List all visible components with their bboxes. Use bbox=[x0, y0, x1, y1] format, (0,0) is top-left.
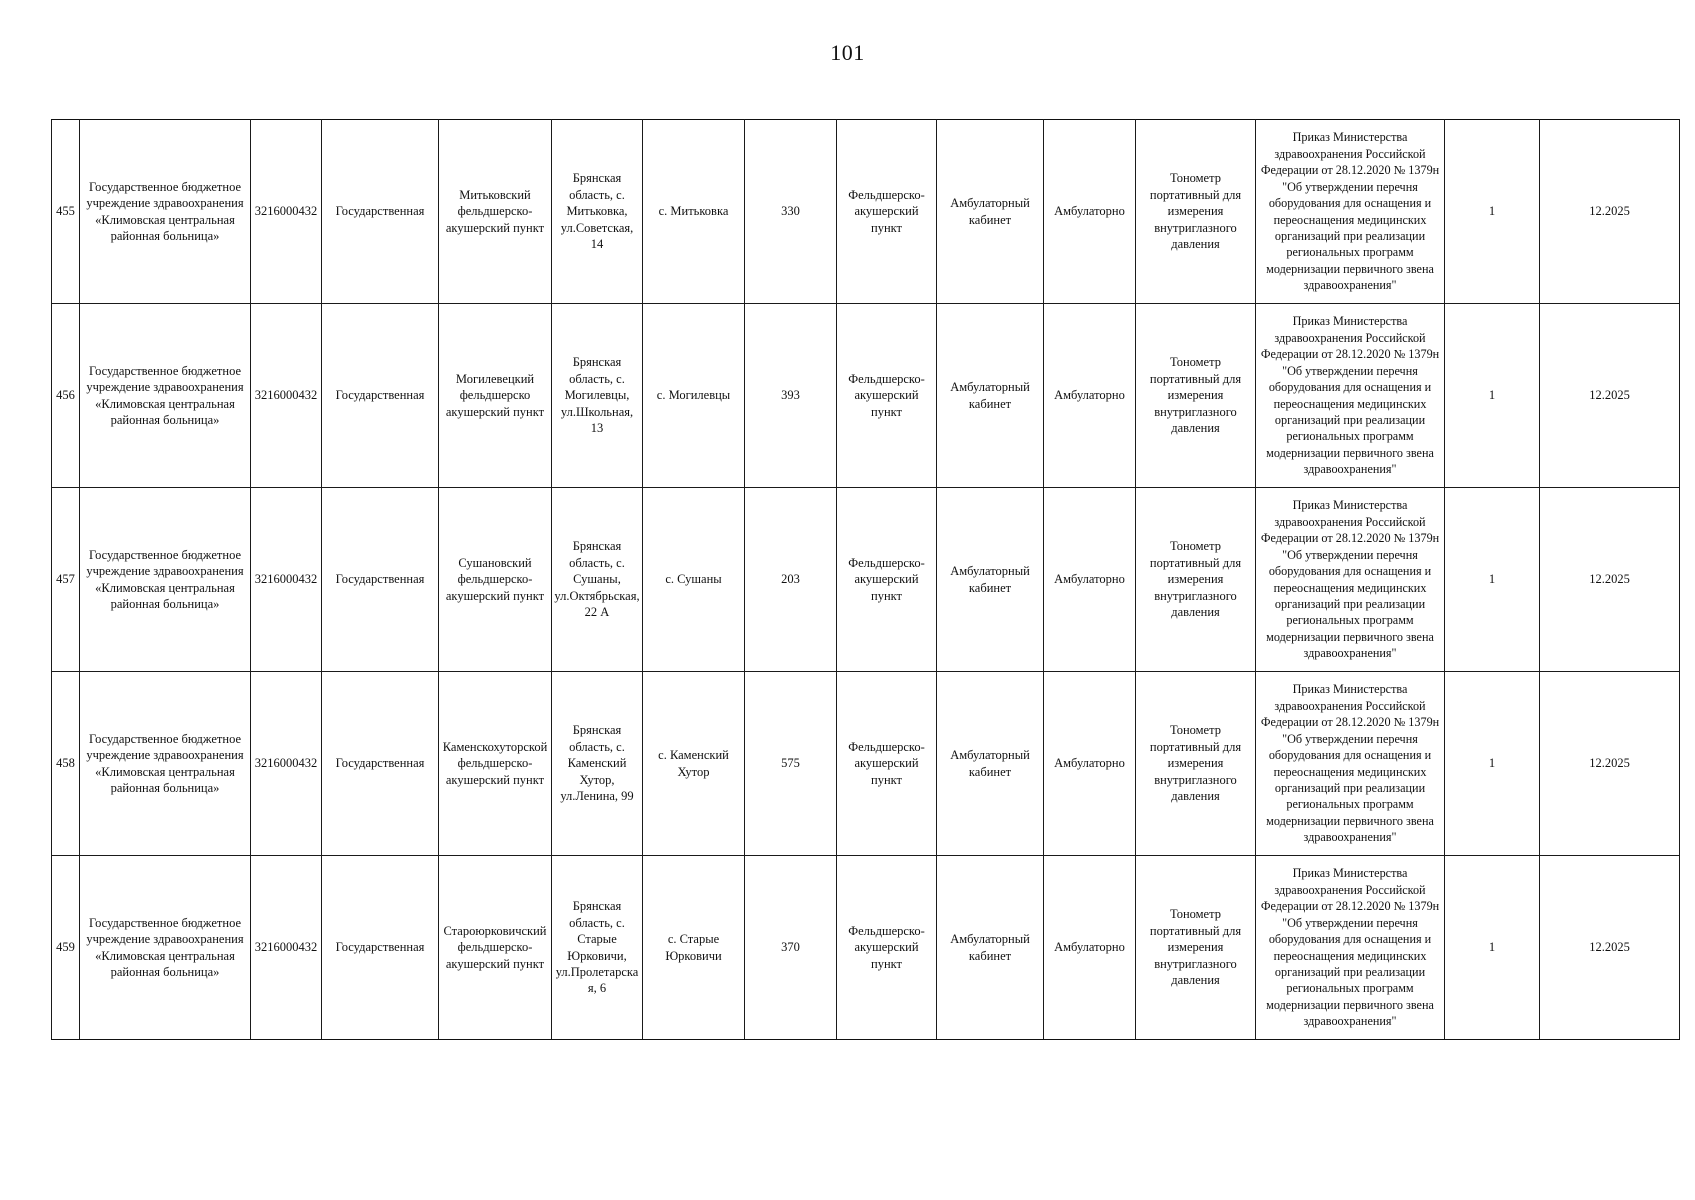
cell-basis: Приказ Министерства здравоохранения Российской Федерации от 28.12.2020 № 1379н "Об утверждении перечня оборудования для оснащения и переоснащения медицинских организаций при реализации региональных программ модернизации первичного звена здравоохранения" bbox=[1256, 488, 1445, 672]
cell-unit-name: Староюрковичский фельдшерско-акушерский пункт bbox=[439, 856, 552, 1040]
cell-unit-type: Фельдшерско-акушерский пункт bbox=[837, 120, 937, 304]
cell-room: Амбулаторный кабинет bbox=[937, 856, 1044, 1040]
cell-unit-name: Каменскохуторской фельдшерско-акушерский пункт bbox=[439, 672, 552, 856]
cell-date: 12.2025 bbox=[1540, 856, 1680, 1040]
cell-organization: Государственное бюджетное учреждение здравоохранения «Климовская центральная районная больница» bbox=[80, 304, 251, 488]
cell-organization: Государственное бюджетное учреждение здравоохранения «Климовская центральная районная больница» bbox=[80, 856, 251, 1040]
cell-address: Брянская область, с. Митьковка, ул.Советская, 14 bbox=[552, 120, 643, 304]
cell-settlement: с. Старые Юрковичи bbox=[643, 856, 745, 1040]
cell-date: 12.2025 bbox=[1540, 672, 1680, 856]
cell-settlement: с. Митьковка bbox=[643, 120, 745, 304]
cell-equipment: Тонометр портативный для измерения внутриглазного давления bbox=[1136, 488, 1256, 672]
cell-equipment: Тонометр портативный для измерения внутриглазного давления bbox=[1136, 304, 1256, 488]
cell-ownership: Государственная bbox=[322, 304, 439, 488]
cell-room: Амбулаторный кабинет bbox=[937, 488, 1044, 672]
cell-population: 203 bbox=[745, 488, 837, 672]
cell-address: Брянская область, с. Сушаны, ул.Октябрьская, 22 А bbox=[552, 488, 643, 672]
cell-address: Брянская область, с. Каменский Хутор, ул.Ленина, 99 bbox=[552, 672, 643, 856]
cell-care-form: Амбулаторно bbox=[1044, 856, 1136, 1040]
cell-unit-name: Могилевецкий фельдшерско акушерский пункт bbox=[439, 304, 552, 488]
cell-address: Брянская область, с. Могилевцы, ул.Школьная, 13 bbox=[552, 304, 643, 488]
cell-row-number: 456 bbox=[52, 304, 80, 488]
cell-date: 12.2025 bbox=[1540, 120, 1680, 304]
cell-date: 12.2025 bbox=[1540, 304, 1680, 488]
cell-care-form: Амбулаторно bbox=[1044, 488, 1136, 672]
cell-inn: 3216000432 bbox=[251, 856, 322, 1040]
cell-ownership: Государственная bbox=[322, 488, 439, 672]
cell-room: Амбулаторный кабинет bbox=[937, 304, 1044, 488]
cell-row-number: 457 bbox=[52, 488, 80, 672]
cell-quantity: 1 bbox=[1445, 672, 1540, 856]
cell-inn: 3216000432 bbox=[251, 304, 322, 488]
cell-basis: Приказ Министерства здравоохранения Российской Федерации от 28.12.2020 № 1379н "Об утверждении перечня оборудования для оснащения и переоснащения медицинских организаций при реализации региональных программ модернизации первичного звена здравоохранения" bbox=[1256, 120, 1445, 304]
table-row bbox=[52, 856, 1680, 1040]
cell-population: 393 bbox=[745, 304, 837, 488]
cell-population: 575 bbox=[745, 672, 837, 856]
cell-settlement: с. Каменский Хутор bbox=[643, 672, 745, 856]
cell-unit-name: Митьковский фельдшерско-акушерский пункт bbox=[439, 120, 552, 304]
table-row bbox=[52, 120, 1680, 304]
cell-quantity: 1 bbox=[1445, 856, 1540, 1040]
cell-settlement: с. Могилевцы bbox=[643, 304, 745, 488]
cell-row-number: 458 bbox=[52, 672, 80, 856]
cell-quantity: 1 bbox=[1445, 120, 1540, 304]
cell-inn: 3216000432 bbox=[251, 488, 322, 672]
cell-quantity: 1 bbox=[1445, 304, 1540, 488]
cell-inn: 3216000432 bbox=[251, 672, 322, 856]
cell-settlement: с. Сушаны bbox=[643, 488, 745, 672]
cell-organization: Государственное бюджетное учреждение здравоохранения «Климовская центральная районная больница» bbox=[80, 672, 251, 856]
cell-quantity: 1 bbox=[1445, 488, 1540, 672]
table-row bbox=[52, 488, 1680, 672]
cell-row-number: 455 bbox=[52, 120, 80, 304]
cell-address: Брянская область, с. Старые Юрковичи, ул.Пролетарская, 6 bbox=[552, 856, 643, 1040]
table-row bbox=[52, 304, 1680, 488]
cell-unit-type: Фельдшерско-акушерский пункт bbox=[837, 672, 937, 856]
cell-unit-type: Фельдшерско-акушерский пункт bbox=[837, 304, 937, 488]
cell-date: 12.2025 bbox=[1540, 488, 1680, 672]
table-row bbox=[52, 672, 1680, 856]
cell-care-form: Амбулаторно bbox=[1044, 672, 1136, 856]
cell-ownership: Государственная bbox=[322, 120, 439, 304]
cell-basis: Приказ Министерства здравоохранения Российской Федерации от 28.12.2020 № 1379н "Об утверждении перечня оборудования для оснащения и переоснащения медицинских организаций при реализации региональных программ модернизации первичного звена здравоохранения" bbox=[1256, 856, 1445, 1040]
cell-room: Амбулаторный кабинет bbox=[937, 120, 1044, 304]
cell-population: 370 bbox=[745, 856, 837, 1040]
cell-room: Амбулаторный кабинет bbox=[937, 672, 1044, 856]
equipment-table bbox=[51, 119, 1680, 1040]
cell-inn: 3216000432 bbox=[251, 120, 322, 304]
cell-equipment: Тонометр портативный для измерения внутриглазного давления bbox=[1136, 856, 1256, 1040]
cell-equipment: Тонометр портативный для измерения внутриглазного давления bbox=[1136, 120, 1256, 304]
cell-population: 330 bbox=[745, 120, 837, 304]
cell-care-form: Амбулаторно bbox=[1044, 120, 1136, 304]
cell-care-form: Амбулаторно bbox=[1044, 304, 1136, 488]
cell-ownership: Государственная bbox=[322, 672, 439, 856]
cell-basis: Приказ Министерства здравоохранения Российской Федерации от 28.12.2020 № 1379н "Об утверждении перечня оборудования для оснащения и переоснащения медицинских организаций при реализации региональных программ модернизации первичного звена здравоохранения" bbox=[1256, 672, 1445, 856]
cell-row-number: 459 bbox=[52, 856, 80, 1040]
cell-basis: Приказ Министерства здравоохранения Российской Федерации от 28.12.2020 № 1379н "Об утверждении перечня оборудования для оснащения и переоснащения медицинских организаций при реализации региональных программ модернизации первичного звена здравоохранения" bbox=[1256, 304, 1445, 488]
cell-ownership: Государственная bbox=[322, 856, 439, 1040]
cell-organization: Государственное бюджетное учреждение здравоохранения «Климовская центральная районная больница» bbox=[80, 120, 251, 304]
cell-organization: Государственное бюджетное учреждение здравоохранения «Климовская центральная районная больница» bbox=[80, 488, 251, 672]
page-number: 101 bbox=[830, 40, 865, 65]
cell-equipment: Тонометр портативный для измерения внутриглазного давления bbox=[1136, 672, 1256, 856]
cell-unit-type: Фельдшерско-акушерский пункт bbox=[837, 488, 937, 672]
cell-unit-name: Сушановский фельдшерско-акушерский пункт bbox=[439, 488, 552, 672]
cell-unit-type: Фельдшерско-акушерский пункт bbox=[837, 856, 937, 1040]
